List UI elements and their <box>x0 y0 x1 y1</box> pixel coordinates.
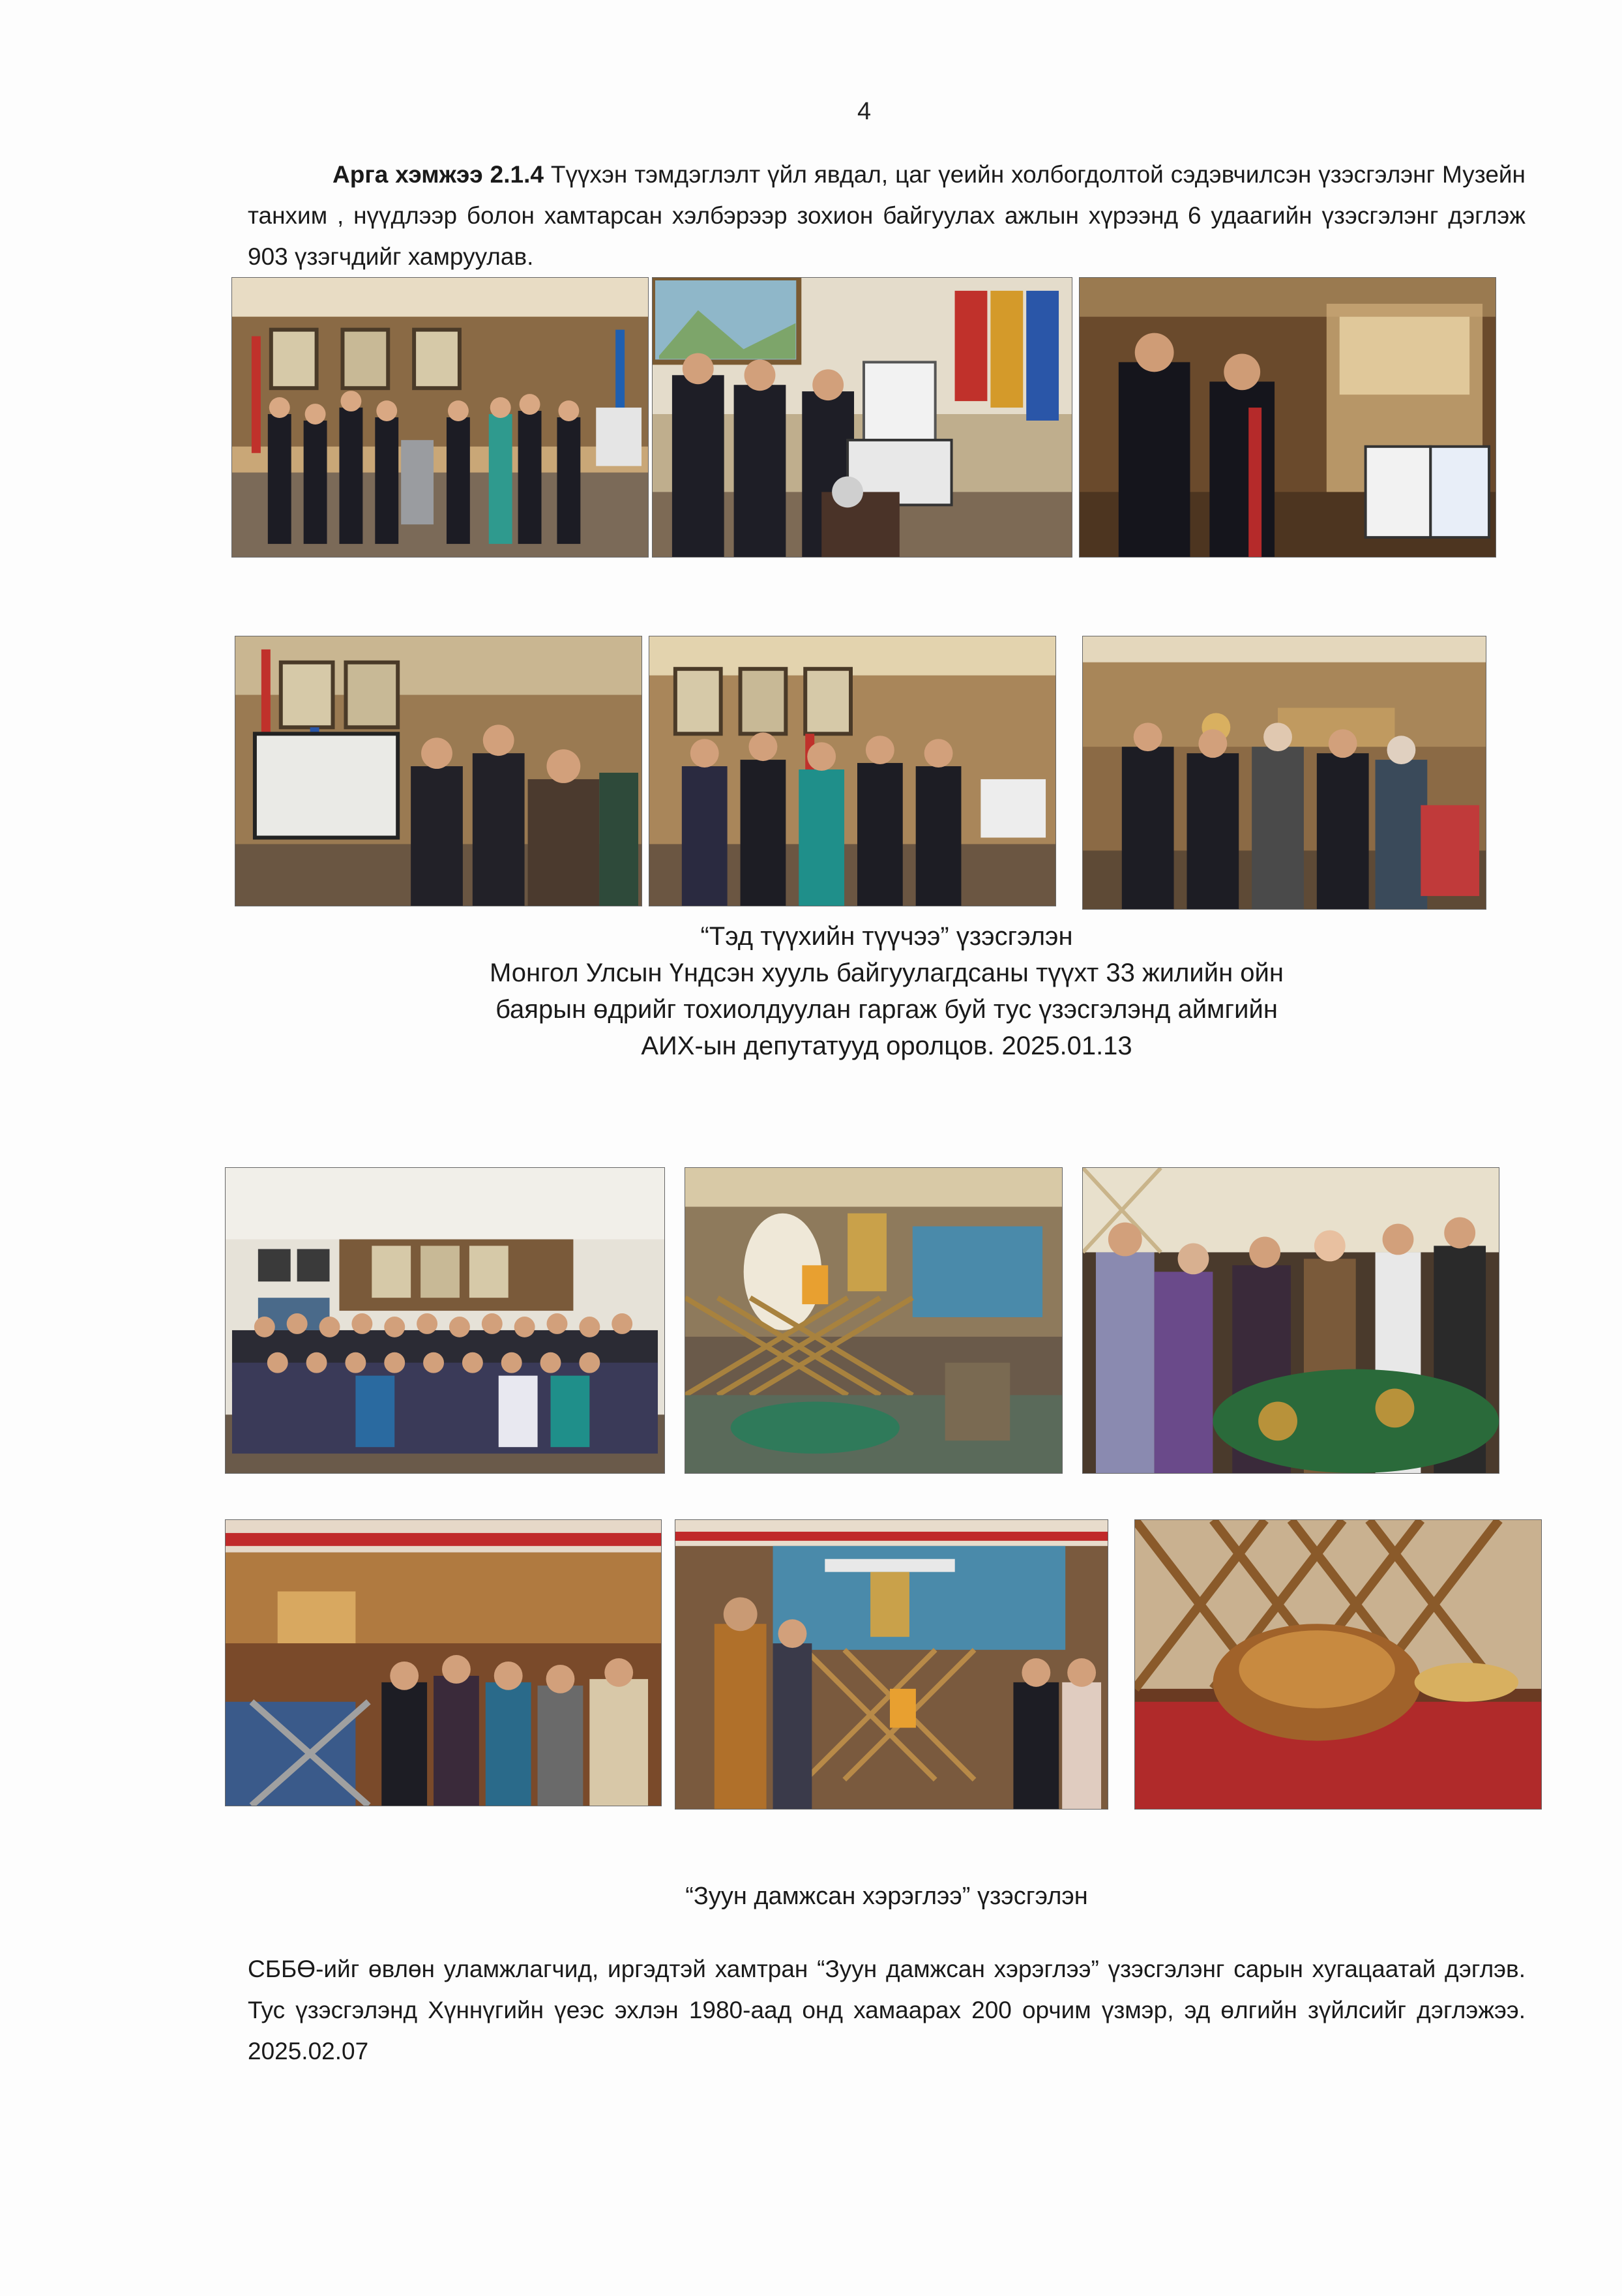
exhibition1-photo-3 <box>1079 277 1496 558</box>
exhibition1-photo-6 <box>1082 636 1486 910</box>
page-number: 4 <box>857 98 872 125</box>
exhibition2-photo-2 <box>685 1167 1063 1474</box>
exhibition2-photo-1 <box>225 1167 665 1474</box>
exhibition2-photo-4 <box>225 1519 662 1806</box>
caption-line: баярын өдрийг тохиолдуулан гаргаж буй тус үзэсгэлэнд аймгийн <box>495 995 1278 1024</box>
caption-line: Монгол Улсын Үндсэн хууль байгуулагдсаны түүхт 33 жилийн ойн <box>490 959 1284 987</box>
exhibition2-description: СББӨ-ийг өвлөн уламжлагчид, иргэдтэй хамтран “Зуун дамжсан хэрэглээ” үзэсгэлэнг сарын хугацаатай дэглэв. Тус үзэсгэлэнд Хүннүгийн үеэс эхлэн 1980-аад онд хамаарах 200 орчим үзмэр, эд өлгийн зүйлсийг дэглэжээ. 2025.02.07 <box>248 1956 1526 2065</box>
caption-line: “Тэд түүхийн түүчээ” үзэсгэлэн <box>700 922 1073 951</box>
intro-text: Түүхэн тэмдэглэлт үйл явдал, цаг үеийн холбогдолтой сэдэвчилсэн үзэсгэлэнг Музейн танхим , нүүдлээр болон хамтарсан хэлбэрээр зохион байгуулах ажлын хүрээнд 6 удаагийн үзэсгэлэнг дэглэж 903 үзэгчдийг хамруулав. <box>248 161 1526 270</box>
exhibition1-photo-4 <box>235 636 642 906</box>
exhibition1-photo-1 <box>231 277 649 558</box>
activity-number: Арга хэмжээ 2.1.4 <box>332 161 544 188</box>
caption-line: АИХ-ын депутатууд оролцов. 2025.01.13 <box>641 1032 1132 1060</box>
exhibition1-caption <box>326 918 1447 1064</box>
exhibition1-photo-2 <box>652 277 1072 558</box>
exhibition2-caption: “Зуун дамжсан хэрэглээ” үзэсгэлэн <box>685 1883 1088 1910</box>
exhibition1-photo-5 <box>649 636 1056 906</box>
exhibition2-photo-3 <box>1082 1167 1499 1474</box>
exhibition2-photo-6 <box>1134 1519 1542 1810</box>
intro-paragraph <box>248 154 1526 277</box>
exhibition2-photo-5 <box>675 1519 1108 1810</box>
